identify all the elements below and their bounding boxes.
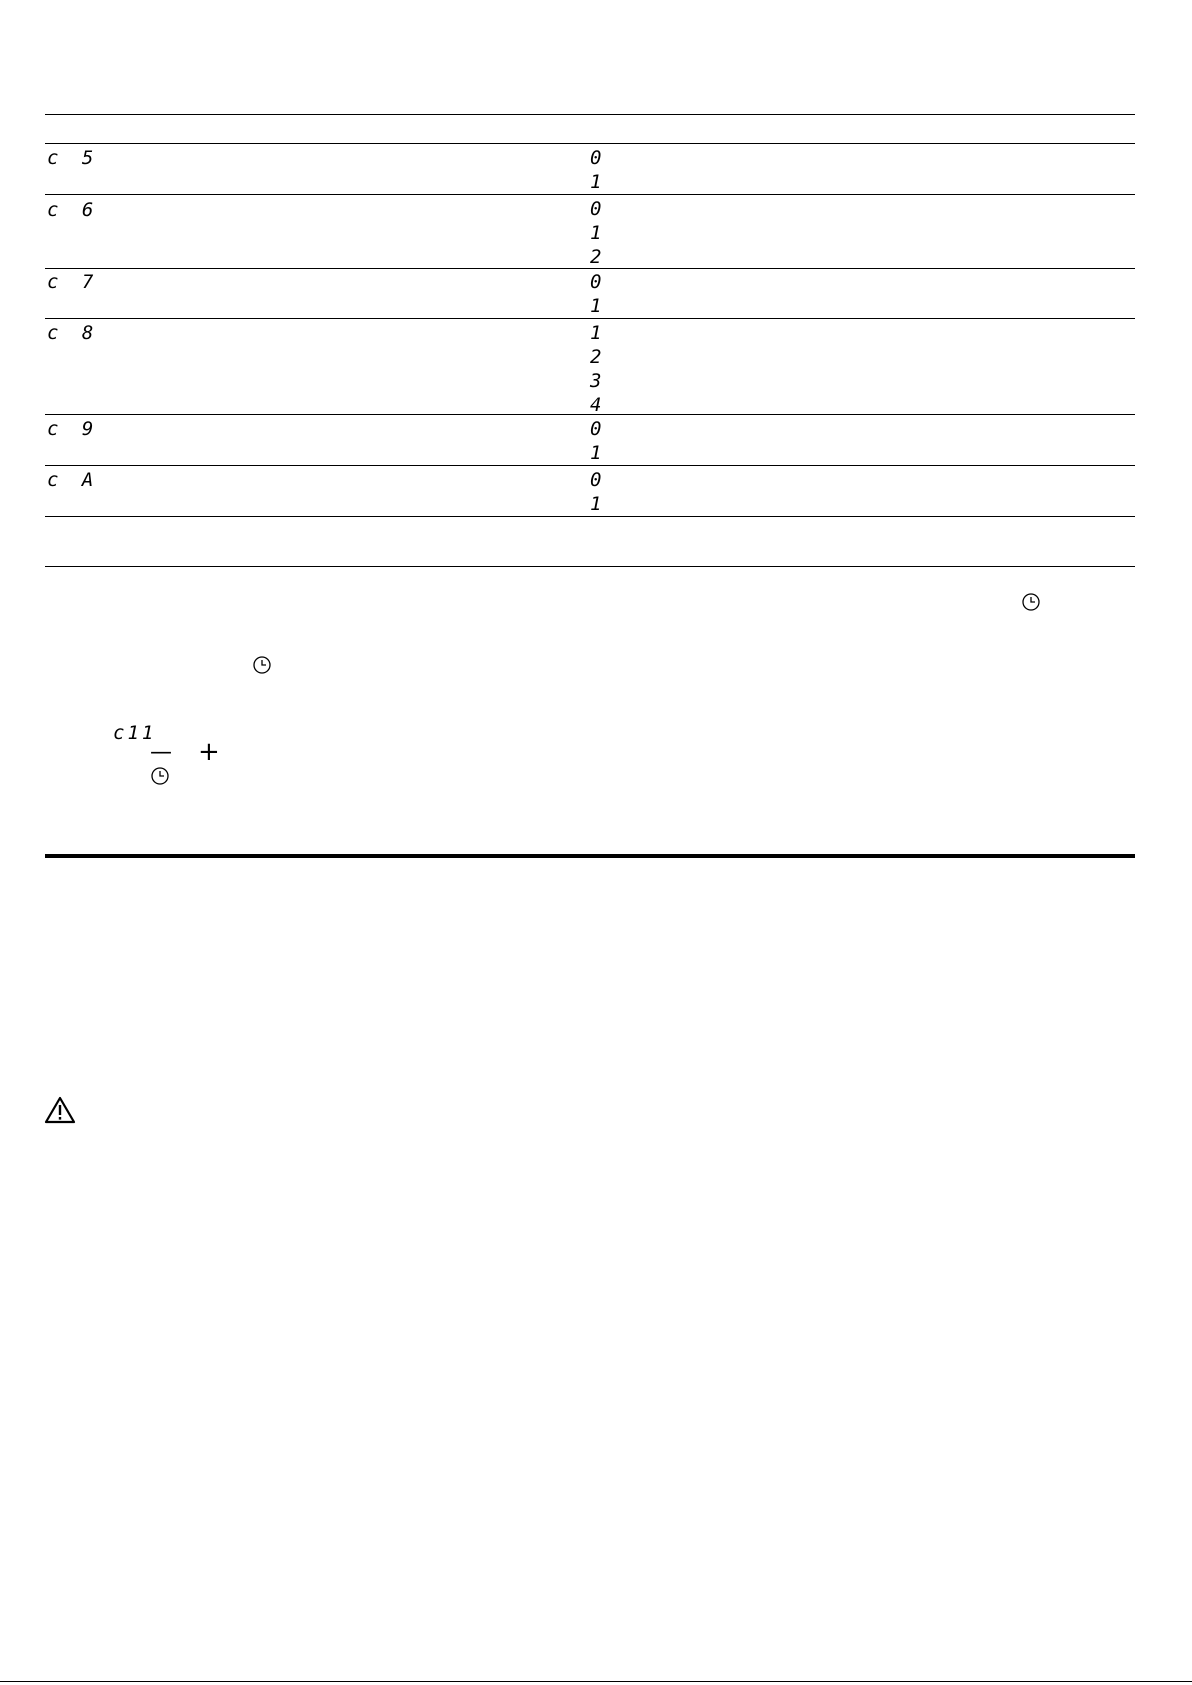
setting-options bbox=[590, 321, 601, 417]
minus-symbol: — bbox=[150, 740, 172, 765]
row-divider bbox=[45, 465, 1135, 466]
option-value: 2 bbox=[590, 246, 602, 268]
setting-code: c 9 bbox=[47, 418, 100, 440]
table-bottom-rule bbox=[45, 566, 1135, 567]
timer-icon bbox=[252, 655, 272, 675]
option-value: 0 bbox=[590, 147, 602, 169]
option-value: 1 bbox=[590, 322, 602, 344]
warning-icon bbox=[44, 1096, 76, 1124]
timer-icon bbox=[150, 766, 170, 786]
option-value: 3 bbox=[590, 370, 602, 392]
setting-code: c 8 bbox=[47, 322, 100, 344]
setting-code: c 7 bbox=[47, 271, 100, 293]
option-value: 0 bbox=[590, 198, 602, 220]
row-divider bbox=[45, 318, 1135, 319]
setting-code-c11: c11 bbox=[113, 722, 157, 744]
plus-symbol: + bbox=[198, 737, 220, 767]
option-value: 0 bbox=[590, 469, 602, 491]
option-value: 1 bbox=[590, 493, 602, 515]
section-separator bbox=[45, 854, 1135, 858]
setting-options bbox=[590, 468, 601, 516]
option-value: 1 bbox=[590, 171, 602, 193]
setting-options bbox=[590, 417, 601, 465]
setting-code: c A bbox=[47, 469, 100, 491]
row-divider bbox=[45, 194, 1135, 195]
setting-options bbox=[590, 270, 601, 318]
page-bottom-edge bbox=[0, 1681, 1192, 1682]
setting-options bbox=[590, 146, 601, 194]
option-value: 0 bbox=[590, 271, 602, 293]
setting-options bbox=[590, 197, 601, 269]
setting-code: c 6 bbox=[47, 199, 100, 221]
table-header-rule bbox=[45, 143, 1135, 144]
row-divider bbox=[45, 516, 1135, 517]
option-value: 1 bbox=[590, 222, 602, 244]
setting-code: c 5 bbox=[47, 147, 100, 169]
timer-icon bbox=[1021, 592, 1041, 612]
option-value: 4 bbox=[590, 394, 602, 416]
option-value: 0 bbox=[590, 418, 602, 440]
table-top-rule bbox=[45, 114, 1135, 115]
option-value: 1 bbox=[590, 295, 602, 317]
option-value: 1 bbox=[590, 442, 602, 464]
option-value: 2 bbox=[590, 346, 602, 368]
